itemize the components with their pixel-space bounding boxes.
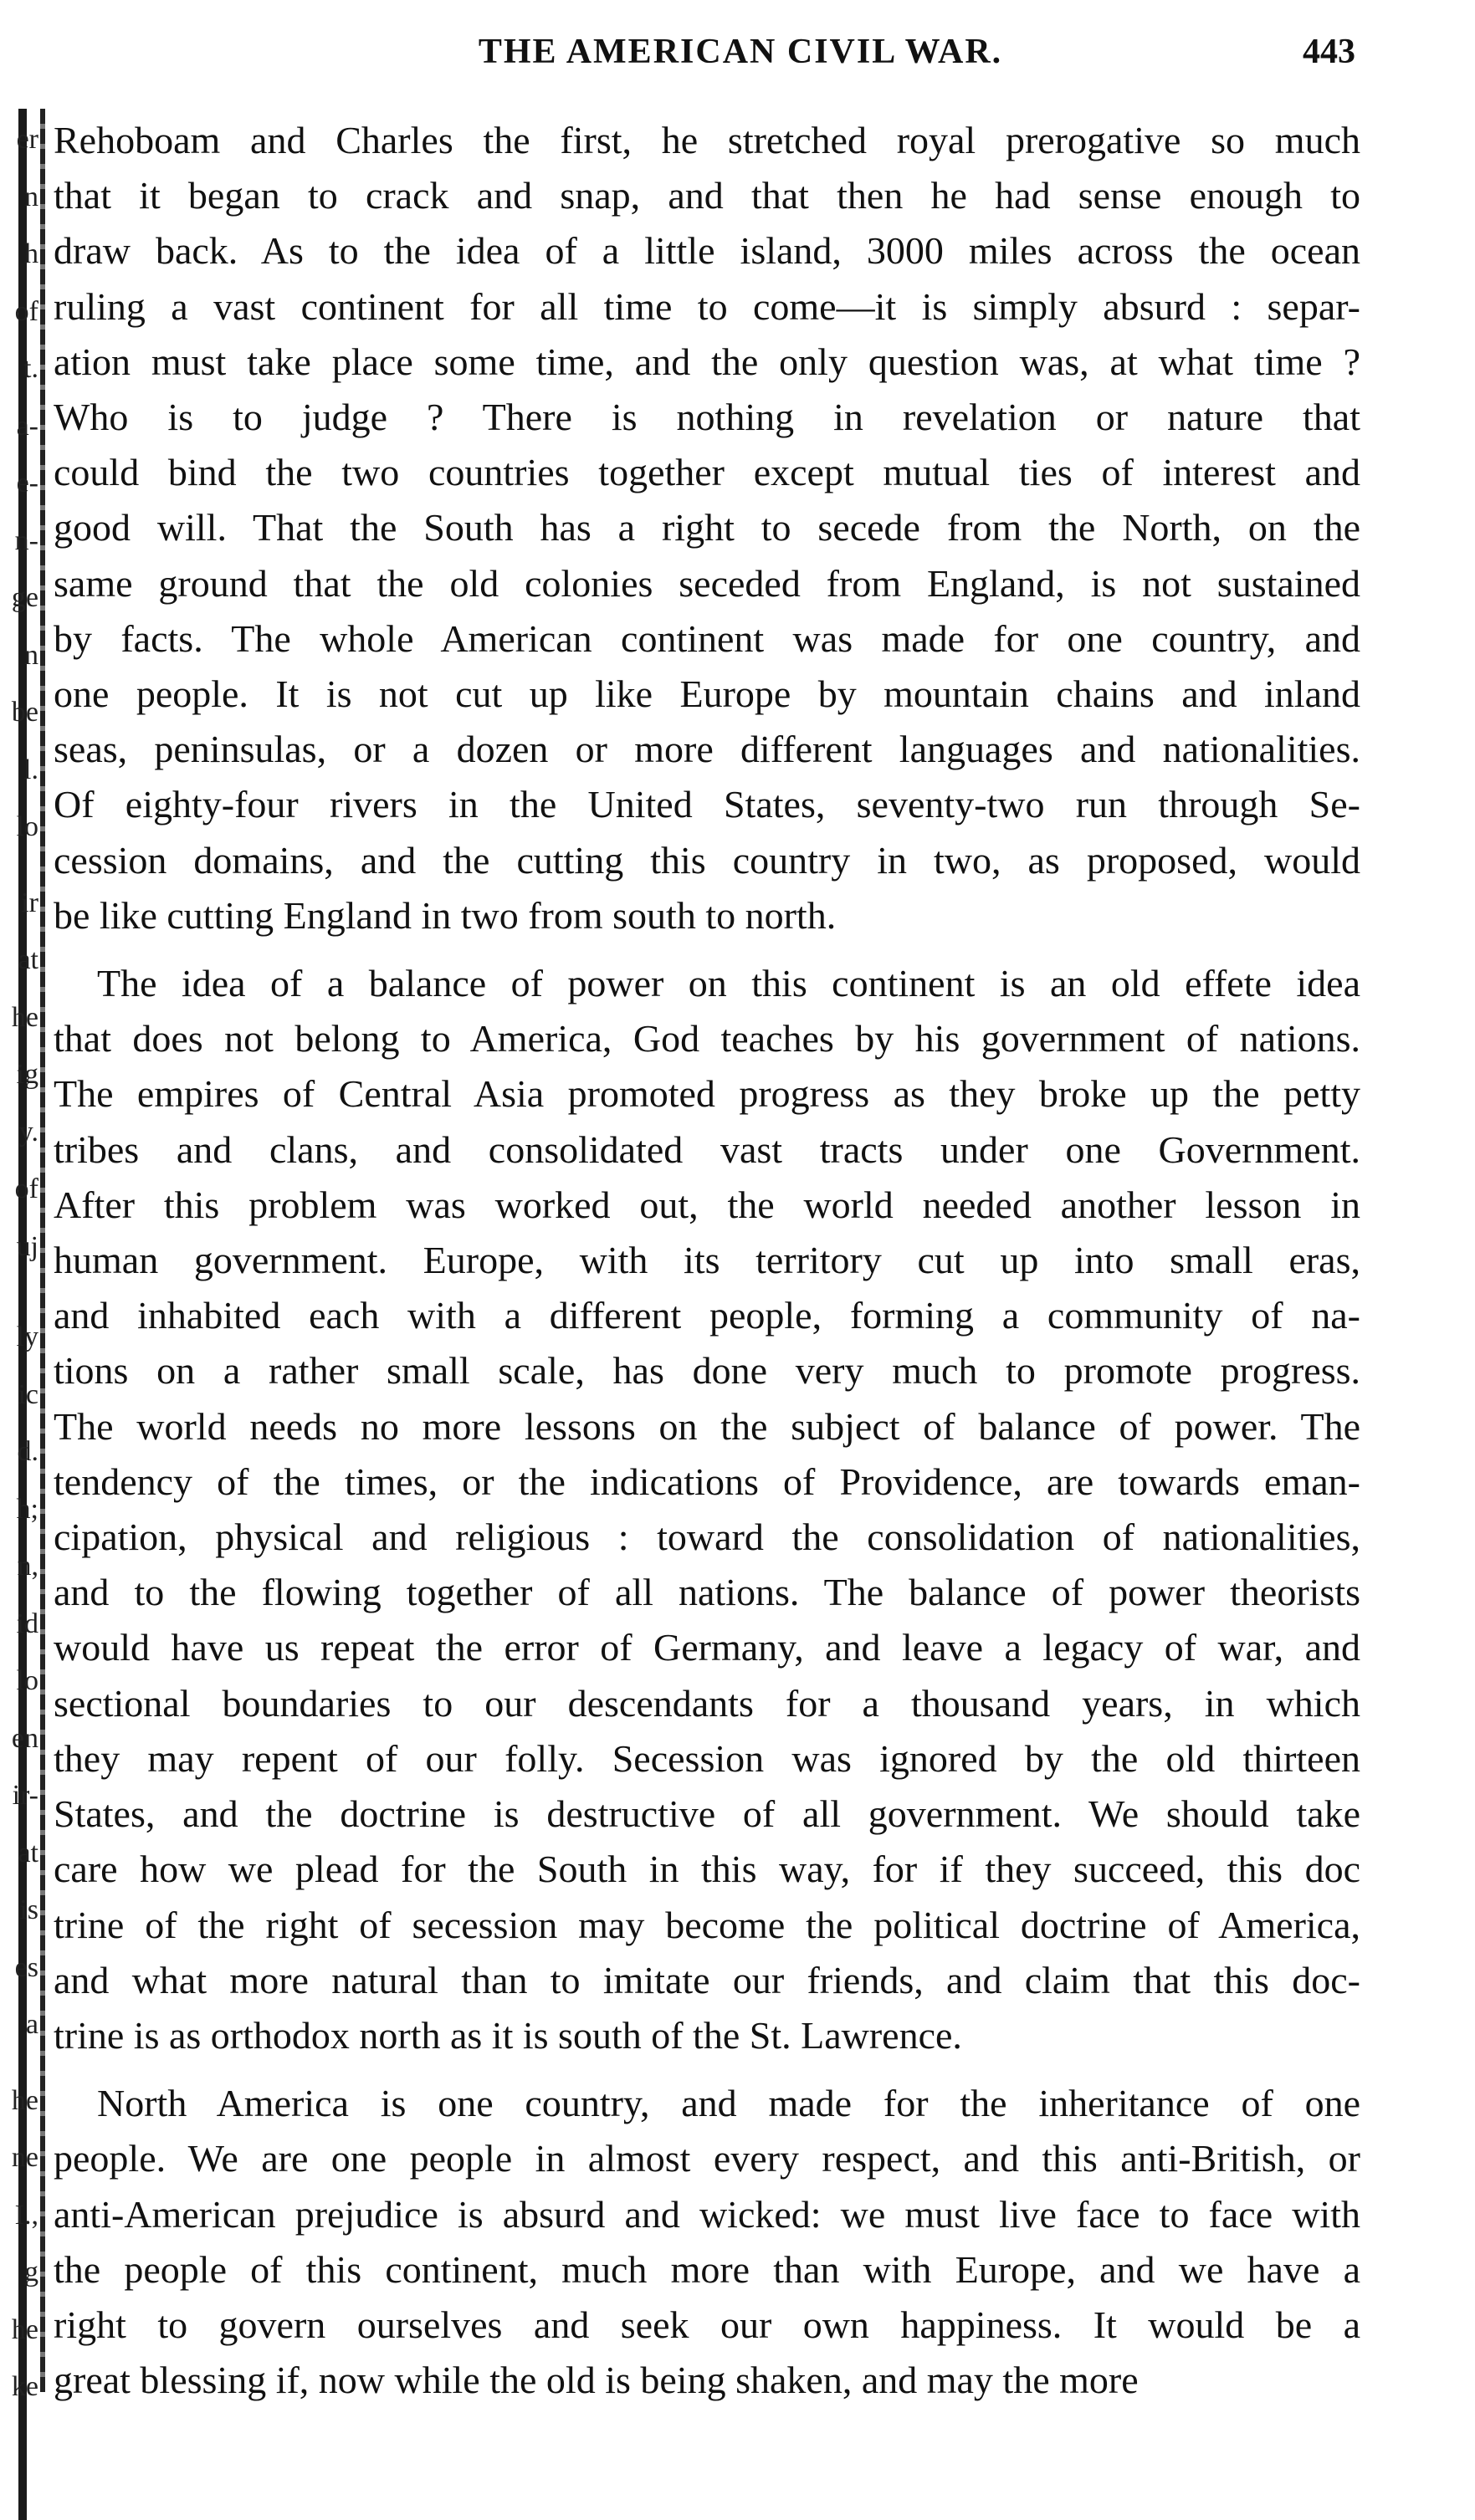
text-line: Of eighty-four rivers in the United States, seventy-two run through Se-	[54, 783, 1360, 826]
facing-page-fragment: at	[18, 946, 38, 974]
text-line: ruling a vast continent for all time to come—it is simply absurd : separ-	[54, 284, 1360, 328]
text-line: human government. Europe, with its territory cut up into small eras,	[54, 1239, 1360, 1282]
facing-page-fragment: lo	[16, 813, 38, 841]
facing-page-fragment: of	[14, 297, 38, 326]
running-title: THE AMERICAN CIVIL WAR.	[478, 33, 1003, 71]
text-line: be like cutting England in two from south to north.	[54, 893, 837, 937]
facing-page-fragment: n-	[14, 526, 38, 555]
facing-page-fragment: ge	[11, 584, 38, 612]
text-line: After this problem was worked out, the world needed another lesson in	[54, 1183, 1360, 1226]
facing-page-fragment: at	[18, 1838, 38, 1868]
text-line: by facts. The whole American continent was made for one country, and	[54, 616, 1360, 660]
facing-page-fragment: ne	[11, 2144, 38, 2172]
text-line: North America is one country, and made for the inheritance of one	[97, 2082, 1360, 2125]
facing-page-fragment: n,	[17, 1552, 38, 1581]
text-line: The empires of Central Asia promoted progress as they broke up the petty	[54, 1072, 1360, 1116]
facing-page-fragment: d.	[17, 1438, 38, 1466]
facing-page-fragment: lo	[16, 1667, 38, 1695]
facing-page-fragment: he	[11, 1003, 38, 1032]
text-line: trine is as orthodox north as it is south of the St. Lawrence.	[54, 2013, 962, 2057]
text-line: Who is to judge ? There is nothing in revelation or nature that	[54, 396, 1360, 439]
text-line: Rehoboam and Charles the first, he stretched royal prerogative so much	[54, 119, 1360, 161]
facing-page-fragment: I.,	[14, 2201, 38, 2230]
facing-page-fragment: uj	[16, 1232, 38, 1261]
facing-page-fragment: es	[14, 1953, 38, 1982]
facing-page-fragment: n	[24, 182, 38, 212]
facing-page-fragment: g	[24, 2258, 38, 2287]
paragraph	[54, 2076, 1360, 2408]
text-line: draw back. As to the idea of a little island, 3000 miles across the ocean	[54, 229, 1360, 273]
facing-page-fragment: n	[24, 641, 38, 670]
facing-page-fragment: a-	[16, 411, 38, 441]
text-line: right to govern ourselves and seek our own happiness. It would be a	[54, 2303, 1360, 2346]
text-line: tribes and clans, and consolidated vast tracts under one Government.	[54, 1127, 1360, 1171]
text-line: tions on a rather small scale, has done very much to promote progress.	[54, 1349, 1360, 1393]
facing-page-fragment: ke	[11, 2373, 38, 2401]
text-line: and what more natural than to imitate our friends, and claim that this doc-	[54, 1958, 1360, 2001]
text-line: cipation, physical and religious : toward the consolidation of nationalities,	[54, 1516, 1360, 1559]
facing-page-fragment: e-	[16, 469, 38, 498]
facing-page-fragment: ir-	[12, 1781, 38, 1810]
text-line: ation must take place some time, and the only question was, at what time ?	[54, 340, 1360, 383]
paragraph	[54, 956, 1360, 2063]
text-line: The idea of a balance of power on this continent is an old effete idea	[97, 962, 1360, 1005]
text-line: would have us repeat the error of Germany, and leave a legacy of war, and	[54, 1626, 1360, 1669]
text-line: sectional boundaries to our descendants for a thousand years, in which	[54, 1681, 1360, 1725]
text-line: tendency of the times, or the indications of Providence, are towards eman-	[54, 1459, 1360, 1503]
facing-page-fragment: h;	[16, 1495, 38, 1524]
facing-page-fragment: he	[11, 2315, 38, 2344]
facing-page-fragment: en	[11, 1724, 38, 1753]
text-line: care how we plead for the South in this way, for if they succeed, this doc	[54, 1848, 1360, 1891]
facing-page-fragment: l.	[23, 755, 38, 785]
facing-page-fragment: ly	[16, 1323, 38, 1352]
facing-page-fragment: ic	[18, 1380, 38, 1409]
facing-page-fragment: of	[14, 1175, 38, 1204]
text-line: could bind the two countries together except mutual ties of interest and	[54, 451, 1360, 494]
facing-page-fragment: he	[11, 2086, 38, 2115]
text-line: seas, peninsulas, or a dozen or more different languages and nationalities.	[54, 728, 1360, 771]
text-line: they may repent of our folly. Secession was ignored by the old thirteen	[54, 1736, 1360, 1780]
text-line: that it began to crack and snap, and that then he had sense enough to	[54, 174, 1360, 217]
text-line: cession domains, and the cutting this country in two, as proposed, would	[54, 838, 1360, 882]
text-line: The world needs no more lessons on the subject of balance of power. The	[54, 1404, 1360, 1448]
facing-page-fragment: t.	[23, 355, 38, 383]
paragraph	[54, 113, 1360, 943]
text-line: same ground that the old colonies seceded from England, is not sustained	[54, 561, 1360, 605]
facing-page-fragment: er	[16, 125, 38, 154]
page-number: 443	[1303, 33, 1355, 71]
text-line: and inhabited each with a different people, forming a community of na-	[54, 1294, 1360, 1337]
text-line: great blessing if, now while the old is being shaken, and may the more	[54, 2359, 1139, 2402]
margin-rule	[40, 109, 45, 2392]
text-line: that does not belong to America, God teaches by his government of nations.	[54, 1017, 1360, 1061]
body-text	[54, 113, 1360, 2408]
facing-page-fragment: is	[19, 1896, 38, 1925]
text-line: people. We are one people in almost every respect, and this anti-British, or	[54, 2137, 1360, 2180]
text-line: trine of the right of secession may become the political doctrine of America,	[54, 1903, 1360, 1946]
facing-page-fragment: a	[25, 2011, 38, 2039]
text-line: anti-American prejudice is absurd and wicked: we must live face to face with	[54, 2192, 1360, 2236]
facing-page-fragment: be	[11, 698, 38, 727]
facing-page-fragment: y.	[18, 1117, 38, 1147]
text-line: the people of this continent, much more than with Europe, and we have a	[54, 2247, 1360, 2291]
facing-page-gutter	[0, 109, 52, 2520]
text-line: good will. That the South has a right to secede from the North, on the	[54, 506, 1360, 549]
text-line: one people. It is not cut up like Europe by mountain chains and inland	[54, 672, 1360, 716]
facing-page-fragment: h	[24, 240, 38, 268]
facing-page-fragment: ir	[21, 888, 38, 918]
facing-page-fragment: id	[16, 1609, 38, 1638]
text-line: States, and the doctrine is destructive of all government. We should take	[54, 1792, 1360, 1836]
text-line: and to the flowing together of all nations. The balance of power theorists	[54, 1571, 1360, 1614]
running-header	[125, 32, 1355, 82]
facing-page-fragment: ig	[16, 1061, 38, 1089]
